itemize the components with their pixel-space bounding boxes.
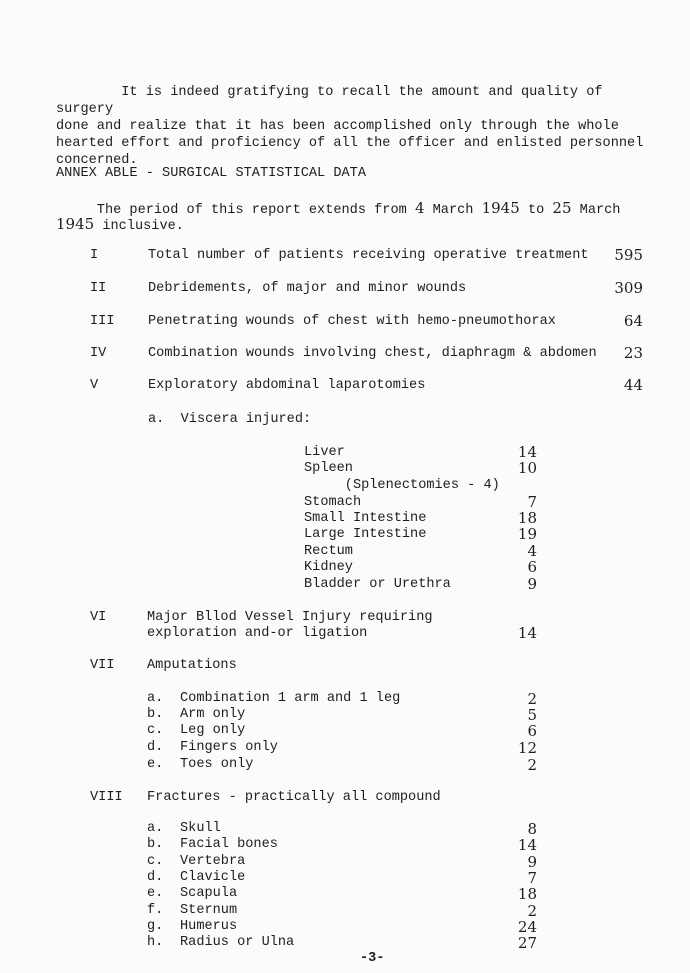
item-count: 2: [527, 902, 537, 920]
item-label: Skull: [180, 821, 221, 836]
section-label: Debridements, of major and minor wounds: [148, 281, 467, 296]
item-count: 2: [527, 756, 537, 774]
period-line-2: [56, 216, 184, 235]
item-label: Radius or Ulna: [180, 935, 295, 950]
section-roman: I: [90, 248, 99, 263]
section-label: Exploratory abdominal laparotomies: [148, 378, 426, 393]
viscera-label: Liver: [304, 445, 345, 460]
item-count: 6: [527, 722, 537, 740]
section-label-line-1: Major Bllod Vessel Injury requiring: [147, 610, 433, 625]
viscera-heading: a. Viscera injured:: [148, 412, 312, 427]
section-roman: V: [90, 378, 99, 393]
item-count: 2: [527, 690, 537, 708]
item-count: 8: [527, 820, 537, 838]
item-letter: b.: [147, 837, 164, 852]
viscera-label: Bladder or Urethra: [304, 577, 451, 592]
period-start-year: 1945: [481, 199, 520, 217]
period-start-day: 4: [414, 199, 425, 217]
section-label: Total number of patients receiving operative treatment: [148, 248, 589, 263]
section-roman: VIII: [90, 790, 123, 805]
section-count: 309: [614, 279, 643, 297]
viscera-label: Spleen: [304, 461, 353, 476]
item-label: Arm only: [180, 707, 246, 722]
item-label: Clavicle: [180, 870, 246, 885]
page-number: -3-: [360, 951, 385, 966]
item-letter: e.: [147, 886, 164, 901]
section-count: 23: [623, 344, 643, 362]
item-count: 27: [517, 934, 537, 952]
section-count: 595: [614, 246, 643, 264]
item-label: Combination 1 arm and 1 leg: [180, 691, 401, 706]
item-letter: a.: [147, 691, 164, 706]
item-count: 24: [517, 918, 537, 936]
section-roman: III: [90, 314, 115, 329]
viscera-count: 14: [517, 443, 537, 461]
viscera-count: 4: [527, 542, 537, 560]
period-prefix: The period of this report extends from: [56, 203, 415, 218]
item-label: Facial bones: [180, 837, 278, 852]
item-letter: d.: [147, 740, 164, 755]
item-letter: f.: [147, 903, 164, 918]
section-label: Amputations: [147, 658, 237, 673]
section-count: 14: [517, 624, 537, 642]
period-end-text: March: [571, 203, 621, 218]
viscera-label: Kidney: [304, 560, 353, 575]
section-label: Fractures - practically all compound: [147, 790, 441, 805]
intro-paragraph: It is indeed gratifying to recall the amount and quality of surgery done and realize that it has been accomplished only through the whole hearted effort and proficiency of all the officer and enlisted personnel concerned.: [56, 85, 644, 168]
period-to: to: [519, 203, 553, 218]
item-label: Sternum: [180, 903, 238, 918]
item-count: 18: [517, 885, 537, 903]
viscera-label: Stomach: [304, 495, 362, 510]
period-rest: inclusive.: [94, 219, 184, 234]
viscera-label: Rectum: [304, 544, 353, 559]
viscera-count: 19: [517, 525, 537, 543]
item-label: Leg only: [180, 723, 246, 738]
item-letter: c.: [147, 854, 164, 869]
item-letter: g.: [147, 919, 164, 934]
annex-heading: ANNEX ABLE - SURGICAL STATISTICAL DATA: [56, 166, 366, 181]
section-roman: IV: [90, 346, 107, 361]
section-count: 44: [623, 376, 643, 394]
item-label: Scapula: [180, 886, 238, 901]
section-label: Combination wounds involving chest, diaphragm & abdomen: [148, 346, 597, 361]
viscera-count: 7: [527, 493, 537, 511]
item-letter: h.: [147, 935, 164, 950]
item-letter: e.: [147, 757, 164, 772]
item-count: 14: [517, 836, 537, 854]
item-count: 5: [527, 706, 537, 724]
section-label-line-2: exploration and-or ligation: [147, 626, 368, 641]
item-count: 9: [527, 853, 537, 871]
item-letter: c.: [147, 723, 164, 738]
period-mid: March: [424, 203, 482, 218]
item-count: 7: [527, 869, 537, 887]
viscera-count: 6: [527, 558, 537, 576]
item-label: Toes only: [180, 757, 254, 772]
section-roman: II: [90, 281, 107, 296]
period-end-day: 25: [552, 199, 572, 217]
item-label: Vertebra: [180, 854, 246, 869]
period-end-year: 1945: [56, 215, 95, 233]
viscera-label: Small Intestine: [304, 511, 427, 526]
item-letter: d.: [147, 870, 164, 885]
viscera-label: Large Intestine: [304, 527, 427, 542]
item-letter: a.: [147, 821, 164, 836]
viscera-count: 9: [527, 575, 537, 593]
item-letter: b.: [147, 707, 164, 722]
viscera-count: 10: [517, 459, 537, 477]
viscera-count: 18: [517, 509, 537, 527]
section-roman: VII: [90, 658, 115, 673]
section-count: 64: [623, 312, 643, 330]
item-label: Humerus: [180, 919, 238, 934]
item-label: Fingers only: [180, 740, 278, 755]
item-count: 12: [517, 739, 537, 757]
viscera-label: (Splenectomies - 4): [304, 478, 500, 493]
section-label: Penetrating wounds of chest with hemo-pneumothorax: [148, 314, 556, 329]
section-roman: VI: [90, 610, 107, 625]
